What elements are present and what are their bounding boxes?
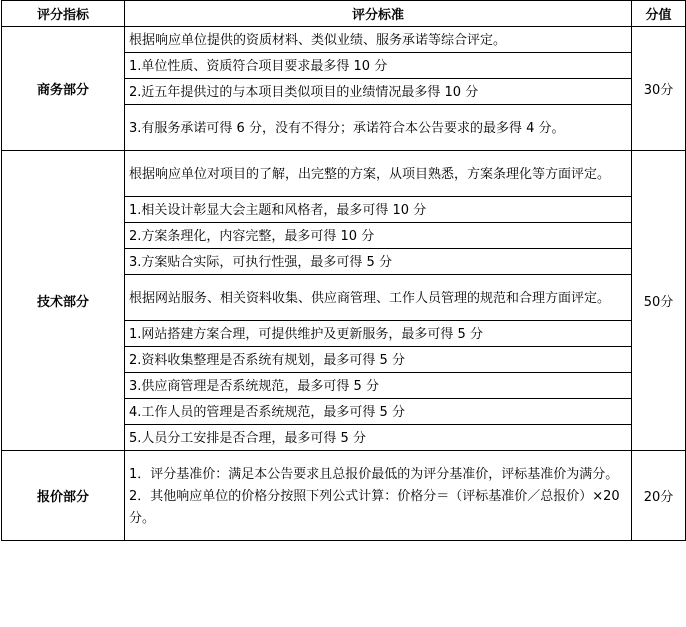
criteria-cell: 根据网站服务、相关资料收集、供应商管理、工作人员管理的规范和合理方面评定。 [125,275,632,321]
criteria-cell: 根据响应单位提供的资质材料、类似业绩、服务承诺等综合评定。 [125,27,632,53]
score-business: 30分 [632,27,686,151]
criteria-cell: 2.资料收集整理是否系统有规划，最多可得 5 分 [125,347,632,373]
category-price: 报价部分 [2,451,125,541]
table-row [2,151,686,197]
criteria-cell: 根据响应单位对项目的了解，出完整的方案，从项目熟悉，方案条理化等方面评定。 [125,151,632,197]
criteria-cell: 2.近五年提供过的与本项目类似项目的业绩情况最多得 10 分 [125,79,632,105]
criteria-cell: 1．评分基准价：满足本公告要求且总报价最低的为评分基准价，评标基准价为满分。 2．其他响应单位的价格分按照下列公式计算：价格分＝（评标基准价／总报价）×20分。 [125,451,632,541]
criteria-cell: 5.人员分工安排是否合理，最多可得 5 分 [125,425,632,451]
criteria-cell: 1.单位性质、资质符合项目要求最多得 10 分 [125,53,632,79]
table-row [2,451,686,541]
criteria-cell: 4.工作人员的管理是否系统规范，最多可得 5 分 [125,399,632,425]
header-score: 分值 [632,1,686,27]
scoring-table [1,0,686,541]
header-indicator: 评分指标 [2,1,125,27]
criteria-cell: 1.相关设计彰显大会主题和风格者，最多可得 10 分 [125,197,632,223]
criteria-cell: 3.有服务承诺可得 6 分，没有不得分；承诺符合本公告要求的最多得 4 分。 [125,105,632,151]
criteria-cell: 2.方案条理化，内容完整，最多可得 10 分 [125,223,632,249]
criteria-cell: 3.供应商管理是否系统规范，最多可得 5 分 [125,373,632,399]
criteria-cell: 1.网站搭建方案合理，可提供维护及更新服务，最多可得 5 分 [125,321,632,347]
score-technical: 50分 [632,151,686,451]
criteria-cell: 3.方案贴合实际，可执行性强，最多可得 5 分 [125,249,632,275]
category-business: 商务部分 [2,27,125,151]
table-row [2,27,686,53]
header-row [2,1,686,27]
header-criteria: 评分标准 [125,1,632,27]
category-technical: 技术部分 [2,151,125,451]
score-price: 20分 [632,451,686,541]
